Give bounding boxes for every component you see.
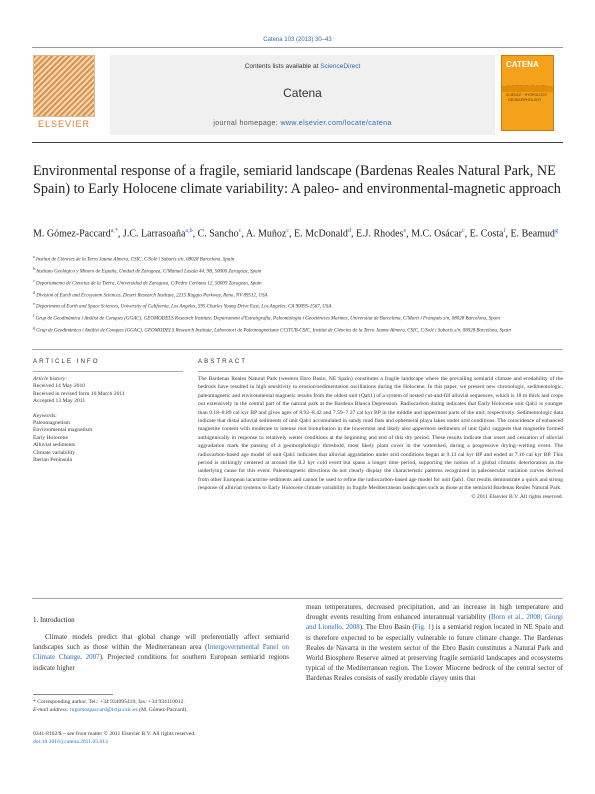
journal-cover-image [501, 55, 554, 131]
doi-link[interactable]: doi:10.1016/j.catena.2011.05.013 [33, 739, 108, 745]
corresponding-author-note: * Corresponding author. Tel.: +34 934095410; fax: +34 934110012. [33, 699, 185, 705]
affiliation [33, 277, 563, 289]
top-divider [32, 47, 563, 48]
author: C. Sancho [197, 228, 239, 240]
keyword: Alluvial sediments [33, 442, 76, 449]
affiliation-text: Department of Earth and Space Sciences, University of California, Los Angeles, 595 Charles Young Drive East, Los Angeles, CA 90095-1567, USA [36, 305, 332, 311]
article-info-panel [33, 358, 183, 464]
abstract-copyright: © 2011 Elsevier B.V. All rights reserved. [471, 493, 563, 500]
keyword: Early Holocene [33, 434, 68, 441]
affiliation-text: Institut de Ciències de la Terra Jaume Almera, CSIC, C/Solé i Sabarís s/n, 08028 Barcelona, Spain [36, 257, 235, 263]
email-label: E-mail address: [33, 707, 71, 713]
article-info-rule [33, 371, 183, 372]
keyword: Climate variability [33, 449, 76, 456]
keyword: Environmental magnetism [33, 427, 93, 434]
history-label: Article history: [33, 376, 68, 382]
introduction-heading: 1. Introduction [33, 616, 75, 624]
author: E. Costa [469, 228, 504, 240]
intro-text: ). Projected conditions for southern European semiarid regions indicate higher [33, 653, 290, 672]
author: M. Gómez-Paccard [33, 228, 111, 240]
intro-text: Climate models predict that global change will preferentially affect semiarid landscapes such as those within the Mediterranean area ( [33, 633, 289, 652]
author-affil-ref[interactable]: c [286, 228, 290, 234]
affiliation-label: e [33, 301, 35, 307]
affiliation [33, 300, 563, 312]
header-divider [32, 142, 563, 143]
affiliation-label: f [33, 313, 35, 319]
abstract-text: The Bardenas Reales Natural Park (western Ebro Basin, NE Spain) constitutes a fragile landscape where the prevailing semiarid climate and erodability of the bedrock have resulted in high sensitivity to erosion/sedimentation oscillations during the Holocene. In this paper, we present new chronologic, sedimentologic, paleomagnetic and environmental magnetic results from the oldest unit (Qah1) of a system of nested cut-and-fill alluvial sequences, which is 18 m thick and crops out extensively in the central part of the natural park at the Bardena Blanca Depression. Radiocarbon dating indicates that Early Holocene unit Qah1 is younger than 9.18–8.89 cal kyr BP and gives ages of 8.92–8.42 and 7.59–7.37 cal kyr BP in the middle and uppermost parts of the unit, respectively. Sedimentologic data indicate that distal alluvial sediments of unit Qah1 accumulated in sandy mud flats and ephemeral playa lakes under arid conditions. The coincidence of enhanced magnetite content with moderate to intense root bioturbation in the lowermost and likely also uppermost sediments of unit Qah1 suggests that magnetite formed authigenically in response to relatively wetter conditions at the beginning and end of this dry period. These results indicate that onset and cessation of alluvial aggradation mark the passing of a geomorphologic threshold, most likely plant cover in the watershed, during a progressive drying–wetting event. The radiocarbon-based age model of unit Qah1 indicates that alluvial aggradation under arid conditions began at 9.13 cal kyr BP and ended at 7.16 cal kyr BP. This period is strikingly centered at around the 8.2 kyr cold event but spans a longer time period, supporting the notion of a global climatic deterioration as the underlying cause for this event. Paleomagnetic directions do not clearly display the characteristic patterns recognized in paleosecular variation curves derived from other European lacustrine sediments and cannot be used to refine the radiocarbon-based age model for unit Qah1. Our results demonstrate a quick and strong response of alluvial systems to Early Holocene climate variability in fragile Mediterranean landscapes such as those at the semiarid Bardenas Reales Natural Park. [198, 376, 563, 492]
citation-link[interactable]: Born et al., 2008; Giorgi and Lionello, 2008 [306, 613, 564, 632]
email-name: (M. Gómez-Paccard). [137, 707, 188, 713]
affiliation [33, 289, 563, 301]
intro-left-column [33, 632, 289, 673]
figure-link[interactable]: Fig. 1 [414, 623, 432, 632]
affiliation-label: g [33, 325, 35, 331]
author: E.J. Rhodes [355, 228, 404, 240]
footnote [33, 698, 289, 714]
body-divider [32, 598, 563, 599]
email-link[interactable]: mgomezpaccard@ictja.csic.es [70, 707, 138, 713]
keyword: Iberian Peninsula [33, 457, 72, 464]
journal-title: Catena [283, 86, 322, 100]
affiliation-list [33, 253, 563, 336]
journal-homepage [110, 120, 495, 127]
author: J.C. Larrasoaña [122, 228, 186, 240]
affiliation-label: a [33, 254, 35, 259]
author: E. McDonald [294, 228, 348, 240]
citation-link[interactable]: Intergovernmental Panel on Climate Change, 2007 [33, 643, 289, 662]
affiliation-label: b [33, 265, 35, 271]
author-affil-ref[interactable]: e [403, 228, 407, 234]
intro-right-column [306, 602, 563, 684]
article-info-heading: ARTICLE INFO [33, 358, 100, 365]
sciencedirect-link[interactable]: ScienceDirect [320, 63, 361, 70]
author: E. Beamud [510, 228, 555, 240]
author-affil-ref[interactable]: g [554, 228, 558, 234]
affiliation-label: c [33, 277, 35, 283]
issn-block [33, 730, 289, 746]
history-item: Accepted 13 May 2011 [33, 398, 86, 405]
journal-reference[interactable]: Catena 103 (2013) 30–43 [263, 37, 332, 43]
intro-text: ). The Ebro Basin ( [359, 623, 415, 632]
article-title: Environmental response of a fragile, semiarid landscape (Bardenas Reales Natural Park, NE Spain) to Early Holocene climate variability: A paleo- and environmental-magnetic approach [33, 163, 561, 197]
intro-text: mean temperatures, decreased precipitation, and an increase in high temperature and drought events resulting from enhanced interannual variability ( [306, 603, 563, 622]
keywords-label: Keywords: [33, 412, 58, 419]
abstract-heading: ABSTRACT [198, 358, 248, 365]
affiliation-label: d [33, 289, 35, 295]
homepage-prefix: journal homepage: [213, 120, 281, 127]
author-affil-ref[interactable]: a,b [185, 228, 193, 234]
affiliation [33, 324, 563, 336]
contents-line [110, 63, 495, 70]
keyword: Paleomagnetism [33, 420, 70, 427]
author-affil-ref[interactable]: c [238, 228, 242, 234]
affiliation-text: Instituto Geológico y Minero de España, Unidad de Zaragoza, C/Manuel Lasala 44, 9B, 50006 Zaragoza, Spain [36, 269, 262, 275]
author-affil-ref[interactable]: a,* [110, 228, 118, 234]
contents-prefix: Contents lists available at [244, 63, 321, 70]
issn-line: 0341-8162/$ – see front matter © 2011 Elsevier B.V. All rights reserved. [33, 731, 196, 737]
abstract-panel [198, 358, 563, 501]
cover-subtitle: SCIENCE · HYDROLOGY · GEOMORPHOLOGY [506, 93, 547, 102]
author-list: M. Gómez-Paccard$^{a,*}$, J.C. Larrasoaña$^{a,b}$, C. Sancho$^c$, A. Muñoz$^c$, E. McDonald$^d$, E.J. Rhodes$^e$, M.C. Osácar$^c$, E. Costa$^f$, E. Beamud$^g$ [33, 228, 558, 240]
homepage-link[interactable]: www.elsevier.com/locate/catena [280, 120, 392, 127]
affiliation-text: Division of Earth and Ecosystem Sciences, Desert Research Institute, 2215 Raggio Parkway, Reno, NV 89512, USA [36, 293, 268, 299]
affiliation [33, 312, 563, 324]
affiliation-text: Grup de Geodinàmica i Anàlisi de Conques (GGAC), GEOMODELS Research Institute, Departament d'Estratigrafia, Paleontologia i Geociències Marines, Universitat de Barcelona, C/Martí i Franquès s/n, 08028 Barcelona, Spain [35, 316, 500, 322]
history-item: Received 14 May 2010 [33, 383, 86, 390]
affiliation [33, 253, 563, 265]
affiliation [33, 265, 563, 277]
elsevier-tree-icon [33, 55, 95, 117]
footnote-rule [33, 694, 113, 695]
cover-title: CATENA [506, 60, 539, 69]
author-affil-ref[interactable]: c [461, 228, 465, 234]
author-affil-ref[interactable]: f [503, 228, 506, 234]
section-divider [32, 349, 563, 350]
author: A. Muñoz [245, 228, 287, 240]
author-affil-ref[interactable]: d [347, 228, 351, 234]
cover-band [502, 86, 553, 92]
affiliation-text: Grup de Geodinàmica i Anàlisi de Conques (GGAC), GEOMODELS Research Institute, Laboratori de Paleomagnetisme CCiTUB-CSIC, Institut de Ciències de la Terra Jaume Almera, CSIC, C/Solé i Sabarís s/n, 08028 Barcelona, Spain [36, 328, 511, 334]
abstract-rule [198, 371, 563, 372]
elsevier-wordmark: ELSEVIER [37, 119, 91, 129]
author: M.C. Osácar [411, 228, 462, 240]
history-item: Received in revised form 10 March 2011 [33, 390, 125, 397]
intro-text: ) is a semiarid region located in NE Spain and is therefore expected to be especially vulnerable to future climate change. The Bardenas Reales de Navarra in the western sector of the Ebro Basin constitutes a Natural Park and World Biosphere Reserve aimed at preserving fragile semiarid landscapes and ecosystems typical of the Mediterranean region. The Lower Miocene bedrock of the central sector of Bardenas Reales consists of easily erodable clayey units that [306, 623, 563, 683]
affiliation-text: Departamento de Ciencias de la Tierra, Universidad de Zaragoza, C/Pedro Cerbuna 12, 50009 Zaragoza, Spain [36, 281, 262, 287]
elsevier-logo [33, 55, 95, 131]
